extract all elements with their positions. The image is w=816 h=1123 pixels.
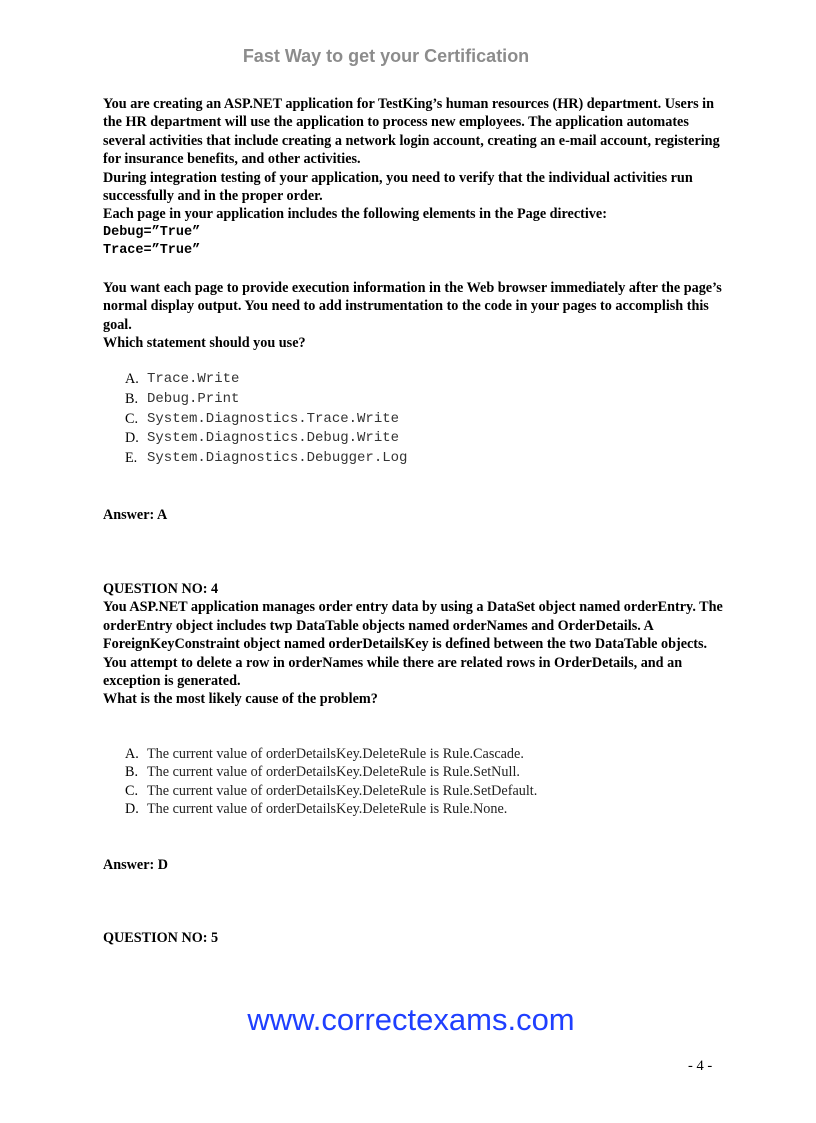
paragraph: What is the most likely cause of the problem?	[103, 691, 378, 708]
paragraph: You are creating an ASP.NET application for TestKing’s human resources (HR) department. Users in the HR department will use the application to process new employees. The application automates several activities that include creating a network login account, creating an e-mail account, registering for insurance benefits, and other activities.	[103, 96, 720, 168]
paragraph: You ASP.NET application manages order entry data by using a DataSet object named orderEntry. The orderEntry object includes twp DataTable objects named orderNames and OrderDetails. A ForeignKeyConstraint object named orderDetailsKey is defined between the two DataTable objects.	[103, 599, 723, 653]
code-line: Debug=”True”	[103, 224, 201, 240]
option-e: E. System.Diagnostics.Debugger.Log	[125, 450, 408, 467]
option-c: C. System.Diagnostics.Trace.Write	[125, 410, 400, 427]
question-3-answer: Answer: A	[103, 507, 168, 523]
paragraph: You want each page to provide execution information in the Web browser immediately after the page’s normal display output. You need to add instrumentation to the code in your pages to accomplish this goal.	[103, 280, 722, 333]
paragraph: Each page in your application includes the following elements in the Page directive:	[103, 206, 607, 223]
footer-website-link[interactable]: www.correctexams.com	[247, 1002, 575, 1037]
question-4-options	[125, 745, 537, 819]
option-a: A. The current value of orderDetailsKey.DeleteRule is Rule.Cascade.	[125, 746, 524, 762]
paragraph: Which statement should you use?	[103, 335, 306, 352]
question-3-options	[125, 370, 407, 469]
question-3-intro	[103, 95, 723, 261]
option-d: D. System.Diagnostics.Debug.Write	[125, 430, 400, 447]
question-3-prompt	[103, 279, 723, 353]
paragraph: During integration testing of your application, you need to verify that the individual activities run successfully and in the proper order.	[103, 169, 693, 205]
question-heading: QUESTION NO: 4	[103, 581, 219, 597]
question-4-body	[103, 580, 723, 709]
page-header: Fast Way to get your Certification	[242, 46, 530, 66]
paragraph: You attempt to delete a row in orderNames while there are related rows in OrderDetails, and an exception is generated.	[103, 654, 683, 690]
option-b: B. Debug.Print	[125, 390, 240, 407]
option-c: C. The current value of orderDetailsKey.DeleteRule is Rule.SetDefault.	[125, 782, 538, 799]
page-number: - 4 -	[688, 1058, 713, 1074]
question-4-answer: Answer: D	[103, 857, 169, 873]
code-line: Trace=”True”	[103, 243, 201, 259]
option-a: A. Trace.Write	[125, 371, 240, 387]
option-b: B. The current value of orderDetailsKey.DeleteRule is Rule.SetNull.	[125, 764, 520, 781]
option-d: D. The current value of orderDetailsKey.DeleteRule is Rule.None.	[125, 801, 508, 818]
question-5-heading: QUESTION NO: 5	[103, 930, 219, 946]
